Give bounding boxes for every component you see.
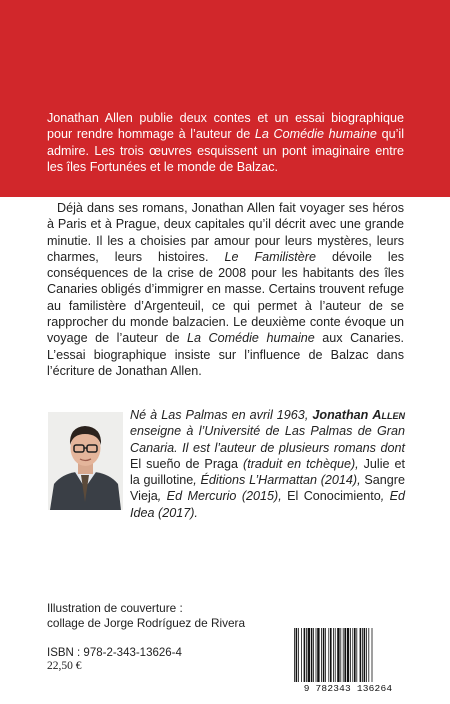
credit-line-1: Illustration de couverture :: [47, 601, 183, 615]
main-title-comedie: La Comédie humaine: [187, 331, 315, 346]
bio-book-1: El sueño de Praga: [130, 456, 239, 471]
bio-text-5: , Ed Mercurio (2015),: [157, 489, 288, 504]
barcode-digits: 9 782343 136264: [303, 683, 393, 694]
main-title-familistere: Le Familistère: [224, 249, 317, 264]
bio-author-first-name: Jonathan: [312, 408, 369, 422]
main-text-e: aux Canaries. L’essai biographique insiste sur l’influence de Balzac dans l’écriture de Jonathan Allen.: [47, 331, 404, 378]
cover-illustration-credit: [47, 601, 245, 630]
barcode-icon: [292, 628, 404, 684]
author-bio: [130, 407, 405, 521]
bio-text-1: Né à Las Palmas en avril 1963,: [130, 408, 313, 422]
bio-text-3: (traduit en tchèque),: [238, 456, 364, 471]
intro-text-1: Jonathan Allen publie deux contes et un essai biographique pour rendre hommage à l’auteur de: [47, 111, 404, 142]
author-photo: [48, 412, 123, 510]
isbn-number: ISBN : 978-2-343-13626-4: [47, 647, 182, 659]
intro-book-title: La Comédie humaine: [254, 127, 377, 142]
main-text-c: dévoile les conséquences de la crise de 2008 pour les habitants des îles Canaries obligés d’immigrer en masse. Certains trouvent refuge au familistère d’Argenteuil, ce qui permet à l’auteur de se rapprocher du monde balzacien. Le deuxième conte évoque un voyage de l’auteur de: [47, 249, 404, 346]
bio-author-last-name: Allen: [372, 408, 406, 422]
bio-book-2: Julie et la guillotine: [130, 456, 405, 488]
bio-text-6: , Ed Idea (2017).: [130, 489, 406, 520]
credit-line-2: collage de Jorge Rodríguez de Rivera: [47, 615, 246, 630]
bio-text-4: , Éditions L’Harmattan (2014),: [193, 473, 365, 488]
intro-text-2: qu’il admire. Les trois œuvres esquissent un pont imaginaire entre les îles Fortunées et le monde de Balzac.: [47, 127, 404, 174]
main-text-a: Déjà dans ses romans, Jonathan Allen fait voyager ses héros à Paris et à Prague, deux capitales qu’il décrit avec une grande minutie. Il les a choisies par amour pour leurs mystères, leurs charmes, leurs histoires.: [47, 201, 404, 264]
bio-book-3: Sangre Vieja: [130, 473, 405, 504]
bio-book-4: El Conocimiento: [287, 489, 381, 504]
main-description: [47, 200, 404, 379]
intro-blurb: [47, 110, 404, 175]
book-price: 22,50 €: [47, 660, 82, 672]
bio-text-2: enseigne à l’Université de Las Palmas de Gran Canaria. Il est l’auteur de plusieurs romans dont: [130, 424, 405, 455]
